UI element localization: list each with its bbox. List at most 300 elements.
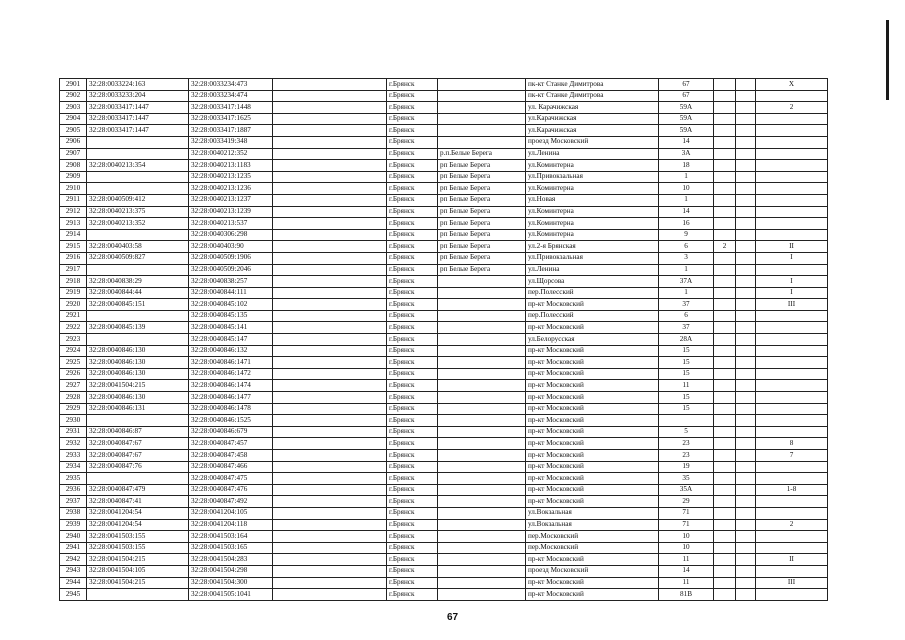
- cell-settlement: рп Белые Берега: [438, 241, 526, 253]
- table-row: [60, 554, 828, 566]
- table-row: [60, 415, 828, 427]
- cell-street: ул. Карачижская: [526, 102, 659, 114]
- cell-city: г.Брянск: [387, 507, 438, 519]
- cell-house-number: 10: [659, 542, 714, 554]
- cell-city: г.Брянск: [387, 322, 438, 334]
- cell-blank-col: [273, 519, 387, 531]
- cell-cadastral-parent: 32:28:0040846:130: [87, 357, 189, 369]
- cell-settlement: рп Белые Берега: [438, 183, 526, 195]
- cell-street: проезд Московский: [526, 136, 659, 148]
- table-row: [60, 426, 828, 438]
- table-row: [60, 218, 828, 230]
- cell-cadastral-parent: 32:28:0033417:1447: [87, 102, 189, 114]
- cell-city: г.Брянск: [387, 589, 438, 601]
- cell-extra-a: [714, 368, 736, 380]
- cell-cadastral-parent: 32:28:0040847:76: [87, 461, 189, 473]
- cell-premise: 2: [756, 519, 828, 531]
- cell-house-number: 11: [659, 380, 714, 392]
- cell-cadastral-parent: 32:28:0040846:130: [87, 345, 189, 357]
- cell-premise: [756, 380, 828, 392]
- cell-street: пр-кт Московский: [526, 473, 659, 485]
- cell-cadastral-parent: 32:28:0040844:44: [87, 287, 189, 299]
- cell-city: г.Брянск: [387, 252, 438, 264]
- cell-settlement: [438, 519, 526, 531]
- cell-city: г.Брянск: [387, 542, 438, 554]
- cell-street: пр-кт Московский: [526, 426, 659, 438]
- cell-blank-col: [273, 160, 387, 172]
- cell-extra-b: [736, 79, 756, 91]
- cell-city: г.Брянск: [387, 345, 438, 357]
- cell-cadastral-number: 32:28:0040509:2046: [189, 264, 273, 276]
- cell-settlement: [438, 496, 526, 508]
- cell-blank-col: [273, 531, 387, 543]
- cell-row-number: 2915: [60, 241, 87, 253]
- cell-city: г.Брянск: [387, 519, 438, 531]
- table-row: [60, 322, 828, 334]
- cell-premise: 7: [756, 450, 828, 462]
- table-row: [60, 79, 828, 91]
- cell-cadastral-parent: 32:28:0040846:131: [87, 403, 189, 415]
- cell-row-number: 2909: [60, 171, 87, 183]
- cell-extra-b: [736, 276, 756, 288]
- cell-premise: I: [756, 252, 828, 264]
- cell-extra-a: [714, 542, 736, 554]
- cell-street: пр-кт Московский: [526, 577, 659, 589]
- cell-settlement: [438, 589, 526, 601]
- cell-city: г.Брянск: [387, 426, 438, 438]
- table-row: [60, 380, 828, 392]
- cell-house-number: 37: [659, 322, 714, 334]
- cell-extra-a: [714, 206, 736, 218]
- cell-street: пр-кт Московский: [526, 496, 659, 508]
- cell-extra-b: [736, 403, 756, 415]
- cell-extra-b: [736, 194, 756, 206]
- cell-row-number: 2924: [60, 345, 87, 357]
- cell-row-number: 2917: [60, 264, 87, 276]
- cell-settlement: [438, 403, 526, 415]
- cell-extra-b: [736, 519, 756, 531]
- cell-city: г.Брянск: [387, 554, 438, 566]
- cell-city: г.Брянск: [387, 565, 438, 577]
- cell-street: пр-кт Московский: [526, 450, 659, 462]
- cell-extra-a: [714, 125, 736, 137]
- cell-cadastral-number: 32:28:0040846:679: [189, 426, 273, 438]
- cell-cadastral-number: 32:28:0041505:1041: [189, 589, 273, 601]
- cell-row-number: 2916: [60, 252, 87, 264]
- cell-cadastral-number: 32:28:0040846:1525: [189, 415, 273, 427]
- cell-cadastral-parent: 32:28:0040846:130: [87, 368, 189, 380]
- cell-blank-col: [273, 565, 387, 577]
- cell-extra-b: [736, 496, 756, 508]
- cell-settlement: [438, 507, 526, 519]
- cell-premise: III: [756, 299, 828, 311]
- table-row: [60, 241, 828, 253]
- cell-house-number: 6: [659, 310, 714, 322]
- cell-premise: 2: [756, 102, 828, 114]
- cell-blank-col: [273, 357, 387, 369]
- cell-extra-a: [714, 113, 736, 125]
- cell-house-number: 16: [659, 218, 714, 230]
- cell-house-number: 81В: [659, 589, 714, 601]
- cell-extra-b: [736, 102, 756, 114]
- cell-cadastral-parent: 32:28:0041504:215: [87, 554, 189, 566]
- cell-street: пр-кт Московский: [526, 299, 659, 311]
- cell-cadastral-number: 32:28:0040846:1472: [189, 368, 273, 380]
- cell-house-number: 67: [659, 79, 714, 91]
- cell-extra-b: [736, 473, 756, 485]
- cell-premise: [756, 90, 828, 102]
- cell-house-number: 37: [659, 299, 714, 311]
- cell-city: г.Брянск: [387, 415, 438, 427]
- cell-street: ул.Привокзальная: [526, 171, 659, 183]
- cell-cadastral-parent: 32:28:0040213:354: [87, 160, 189, 172]
- cell-house-number: 28А: [659, 334, 714, 346]
- cell-settlement: [438, 426, 526, 438]
- table-row: [60, 276, 828, 288]
- cell-cadastral-number: 32:28:0040847:466: [189, 461, 273, 473]
- cell-extra-a: [714, 507, 736, 519]
- cell-house-number: 10: [659, 531, 714, 543]
- cell-premise: I: [756, 287, 828, 299]
- cell-premise: [756, 136, 828, 148]
- table-row: [60, 287, 828, 299]
- cell-blank-col: [273, 473, 387, 485]
- cell-extra-a: [714, 299, 736, 311]
- cell-premise: [756, 357, 828, 369]
- cell-blank-col: [273, 415, 387, 427]
- cell-row-number: 2920: [60, 299, 87, 311]
- cell-extra-a: [714, 160, 736, 172]
- cell-extra-b: [736, 322, 756, 334]
- table-row: [60, 565, 828, 577]
- cell-extra-b: [736, 183, 756, 195]
- cell-blank-col: [273, 229, 387, 241]
- cell-row-number: 2919: [60, 287, 87, 299]
- cell-cadastral-parent: [87, 415, 189, 427]
- cell-cadastral-number: 32:28:0040846:132: [189, 345, 273, 357]
- table-row: [60, 90, 828, 102]
- cell-blank-col: [273, 299, 387, 311]
- cell-cadastral-number: 32:28:0040213:1236: [189, 183, 273, 195]
- cell-premise: I: [756, 276, 828, 288]
- cell-street: пр-кт Московский: [526, 403, 659, 415]
- cell-settlement: [438, 357, 526, 369]
- cell-extra-a: [714, 183, 736, 195]
- cell-extra-a: [714, 264, 736, 276]
- cell-cadastral-parent: 32:28:0041503:155: [87, 531, 189, 543]
- table-row: [60, 507, 828, 519]
- cell-city: г.Брянск: [387, 148, 438, 160]
- cell-street: пер.Полесский: [526, 287, 659, 299]
- cell-settlement: [438, 113, 526, 125]
- cell-blank-col: [273, 380, 387, 392]
- cell-cadastral-parent: [87, 473, 189, 485]
- cell-settlement: рп Белые Берега: [438, 171, 526, 183]
- cell-extra-b: [736, 125, 756, 137]
- cell-extra-a: [714, 334, 736, 346]
- cell-premise: III: [756, 577, 828, 589]
- table-row: [60, 113, 828, 125]
- cell-street: пк-кт Станке Димитрова: [526, 79, 659, 91]
- cell-blank-col: [273, 438, 387, 450]
- cell-house-number: 3А: [659, 148, 714, 160]
- cell-cadastral-parent: 32:28:0040845:151: [87, 299, 189, 311]
- cell-house-number: 9: [659, 229, 714, 241]
- cell-house-number: 59А: [659, 125, 714, 137]
- cell-street: ул.Ленина: [526, 264, 659, 276]
- cell-city: г.Брянск: [387, 194, 438, 206]
- cell-extra-b: [736, 426, 756, 438]
- cell-extra-b: [736, 507, 756, 519]
- cell-street: пр-кт Московский: [526, 438, 659, 450]
- cell-settlement: [438, 322, 526, 334]
- cell-row-number: 2940: [60, 531, 87, 543]
- cell-city: г.Брянск: [387, 229, 438, 241]
- cell-city: г.Брянск: [387, 403, 438, 415]
- cell-street: ул.Новая: [526, 194, 659, 206]
- cell-cadastral-parent: 32:28:0033417:1447: [87, 113, 189, 125]
- cell-cadastral-parent: 32:28:0040838:29: [87, 276, 189, 288]
- cell-blank-col: [273, 171, 387, 183]
- table-row: [60, 542, 828, 554]
- cell-cadastral-number: 32:28:0040846:1474: [189, 380, 273, 392]
- cell-city: г.Брянск: [387, 171, 438, 183]
- cell-street: ул.Карачижская: [526, 113, 659, 125]
- cell-premise: [756, 125, 828, 137]
- cell-cadastral-parent: [87, 264, 189, 276]
- cell-cadastral-number: 32:28:0040509:1906: [189, 252, 273, 264]
- cell-settlement: [438, 565, 526, 577]
- cell-street: пр-кт Московский: [526, 368, 659, 380]
- cell-cadastral-number: 32:28:0033417:1625: [189, 113, 273, 125]
- cell-cadastral-parent: 32:28:0040845:139: [87, 322, 189, 334]
- cell-cadastral-parent: [87, 148, 189, 160]
- cell-house-number: 37А: [659, 276, 714, 288]
- cell-row-number: 2925: [60, 357, 87, 369]
- cell-cadastral-number: 32:28:0040847:458: [189, 450, 273, 462]
- table-row: [60, 438, 828, 450]
- cell-house-number: 19: [659, 461, 714, 473]
- cell-street: ул.Коминтерна: [526, 218, 659, 230]
- cell-extra-a: [714, 403, 736, 415]
- cell-row-number: 2918: [60, 276, 87, 288]
- cell-street: ул.Коминтерна: [526, 160, 659, 172]
- cell-extra-a: [714, 252, 736, 264]
- cell-premise: X: [756, 79, 828, 91]
- cell-settlement: [438, 438, 526, 450]
- cell-city: г.Брянск: [387, 206, 438, 218]
- table-row: [60, 403, 828, 415]
- cell-blank-col: [273, 368, 387, 380]
- cell-cadastral-parent: 32:28:0040213:375: [87, 206, 189, 218]
- cell-blank-col: [273, 102, 387, 114]
- cell-row-number: 2910: [60, 183, 87, 195]
- cell-city: г.Брянск: [387, 276, 438, 288]
- cell-premise: [756, 461, 828, 473]
- table-row: [60, 461, 828, 473]
- cell-extra-a: [714, 415, 736, 427]
- cell-house-number: [659, 415, 714, 427]
- cell-settlement: рп Белые Берега: [438, 160, 526, 172]
- cell-row-number: 2927: [60, 380, 87, 392]
- cell-city: г.Брянск: [387, 484, 438, 496]
- cell-extra-b: [736, 589, 756, 601]
- cell-row-number: 2928: [60, 392, 87, 404]
- cell-house-number: 14: [659, 565, 714, 577]
- cell-row-number: 2921: [60, 310, 87, 322]
- cell-row-number: 2906: [60, 136, 87, 148]
- cell-blank-col: [273, 276, 387, 288]
- cell-city: г.Брянск: [387, 102, 438, 114]
- cell-blank-col: [273, 90, 387, 102]
- cell-premise: [756, 345, 828, 357]
- cell-house-number: 23: [659, 438, 714, 450]
- cell-house-number: 3: [659, 252, 714, 264]
- cell-settlement: [438, 310, 526, 322]
- cell-row-number: 2936: [60, 484, 87, 496]
- cell-blank-col: [273, 450, 387, 462]
- cell-premise: 1-8: [756, 484, 828, 496]
- cell-extra-a: [714, 473, 736, 485]
- cell-house-number: 1: [659, 264, 714, 276]
- cell-house-number: 6: [659, 241, 714, 253]
- cell-settlement: рп Белые Берега: [438, 218, 526, 230]
- cell-street: ул.Привокзальная: [526, 252, 659, 264]
- cell-settlement: рп Белые Берега: [438, 194, 526, 206]
- cell-street: пр-кт Московский: [526, 484, 659, 496]
- cell-premise: [756, 148, 828, 160]
- cell-premise: [756, 507, 828, 519]
- cell-cadastral-parent: 32:28:0033417:1447: [87, 125, 189, 137]
- cell-house-number: 59А: [659, 102, 714, 114]
- cell-extra-b: [736, 345, 756, 357]
- cell-cadastral-number: 32:28:0040847:457: [189, 438, 273, 450]
- cell-settlement: [438, 79, 526, 91]
- cell-premise: [756, 403, 828, 415]
- cell-row-number: 2926: [60, 368, 87, 380]
- cell-house-number: 15: [659, 345, 714, 357]
- cell-cadastral-number: 32:28:0040845:147: [189, 334, 273, 346]
- cell-blank-col: [273, 194, 387, 206]
- table-row: [60, 496, 828, 508]
- cell-street: пр-кт Московский: [526, 380, 659, 392]
- table-row: [60, 450, 828, 462]
- cell-premise: [756, 589, 828, 601]
- cell-street: ул.Ленина: [526, 148, 659, 160]
- cell-blank-col: [273, 496, 387, 508]
- cell-extra-a: [714, 79, 736, 91]
- table-row: [60, 194, 828, 206]
- cell-settlement: [438, 136, 526, 148]
- cell-cadastral-number: 32:28:0040306:298: [189, 229, 273, 241]
- cell-cadastral-number: 32:28:0033234:473: [189, 79, 273, 91]
- cell-street: пр-кт Московский: [526, 554, 659, 566]
- cell-cadastral-number: 32:28:0040838:257: [189, 276, 273, 288]
- cell-row-number: 2930: [60, 415, 87, 427]
- cell-blank-col: [273, 589, 387, 601]
- cell-cadastral-number: 32:28:0040845:102: [189, 299, 273, 311]
- cell-street: пр-кт Московский: [526, 589, 659, 601]
- cell-blank-col: [273, 125, 387, 137]
- cell-extra-a: [714, 496, 736, 508]
- cell-street: ул.Карачижская: [526, 125, 659, 137]
- cell-house-number: 1: [659, 171, 714, 183]
- cell-cadastral-parent: 32:28:0040847:41: [87, 496, 189, 508]
- cell-extra-a: [714, 287, 736, 299]
- cell-blank-col: [273, 484, 387, 496]
- cell-blank-col: [273, 322, 387, 334]
- cell-blank-col: [273, 554, 387, 566]
- cell-city: г.Брянск: [387, 392, 438, 404]
- cell-house-number: 11: [659, 577, 714, 589]
- cell-blank-col: [273, 136, 387, 148]
- table-row: [60, 125, 828, 137]
- table-row: [60, 473, 828, 485]
- cell-cadastral-parent: [87, 589, 189, 601]
- cell-settlement: [438, 334, 526, 346]
- cell-cadastral-number: 32:28:0041204:118: [189, 519, 273, 531]
- cell-settlement: [438, 542, 526, 554]
- cell-settlement: р.п.Белые Берега: [438, 148, 526, 160]
- cell-blank-col: [273, 426, 387, 438]
- table-row: [60, 160, 828, 172]
- cell-cadastral-parent: 32:28:0033233:204: [87, 90, 189, 102]
- cell-row-number: 2937: [60, 496, 87, 508]
- cell-extra-b: [736, 554, 756, 566]
- cell-row-number: 2901: [60, 79, 87, 91]
- table-row: [60, 392, 828, 404]
- cell-city: г.Брянск: [387, 473, 438, 485]
- cell-premise: 8: [756, 438, 828, 450]
- cell-row-number: 2923: [60, 334, 87, 346]
- cell-extra-b: [736, 148, 756, 160]
- table-row: [60, 368, 828, 380]
- cell-cadastral-number: 32:28:0040845:135: [189, 310, 273, 322]
- cell-cadastral-parent: 32:28:0040213:352: [87, 218, 189, 230]
- cell-extra-a: [714, 577, 736, 589]
- cell-extra-a: [714, 322, 736, 334]
- table-row: [60, 310, 828, 322]
- cell-premise: [756, 113, 828, 125]
- cell-premise: [756, 160, 828, 172]
- cell-cadastral-parent: [87, 229, 189, 241]
- cell-city: г.Брянск: [387, 264, 438, 276]
- cell-settlement: [438, 450, 526, 462]
- cell-city: г.Брянск: [387, 368, 438, 380]
- cell-row-number: 2911: [60, 194, 87, 206]
- cell-blank-col: [273, 264, 387, 276]
- cell-house-number: 67: [659, 90, 714, 102]
- cell-house-number: 18: [659, 160, 714, 172]
- cell-house-number: 15: [659, 357, 714, 369]
- cell-row-number: 2903: [60, 102, 87, 114]
- cell-street: пер.Московский: [526, 531, 659, 543]
- cell-cadastral-number: 32:28:0033417:1887: [189, 125, 273, 137]
- cell-extra-b: [736, 264, 756, 276]
- cell-extra-a: [714, 589, 736, 601]
- cell-settlement: [438, 380, 526, 392]
- table-body: [60, 79, 828, 601]
- cell-extra-b: [736, 368, 756, 380]
- cell-street: ул.Коминтерна: [526, 183, 659, 195]
- cell-extra-b: [736, 577, 756, 589]
- cell-cadastral-number: 32:28:0041503:164: [189, 531, 273, 543]
- cell-extra-b: [736, 171, 756, 183]
- cell-street: проезд Московский: [526, 565, 659, 577]
- cell-cadastral-number: 32:28:0040846:1471: [189, 357, 273, 369]
- cell-settlement: [438, 287, 526, 299]
- cell-blank-col: [273, 206, 387, 218]
